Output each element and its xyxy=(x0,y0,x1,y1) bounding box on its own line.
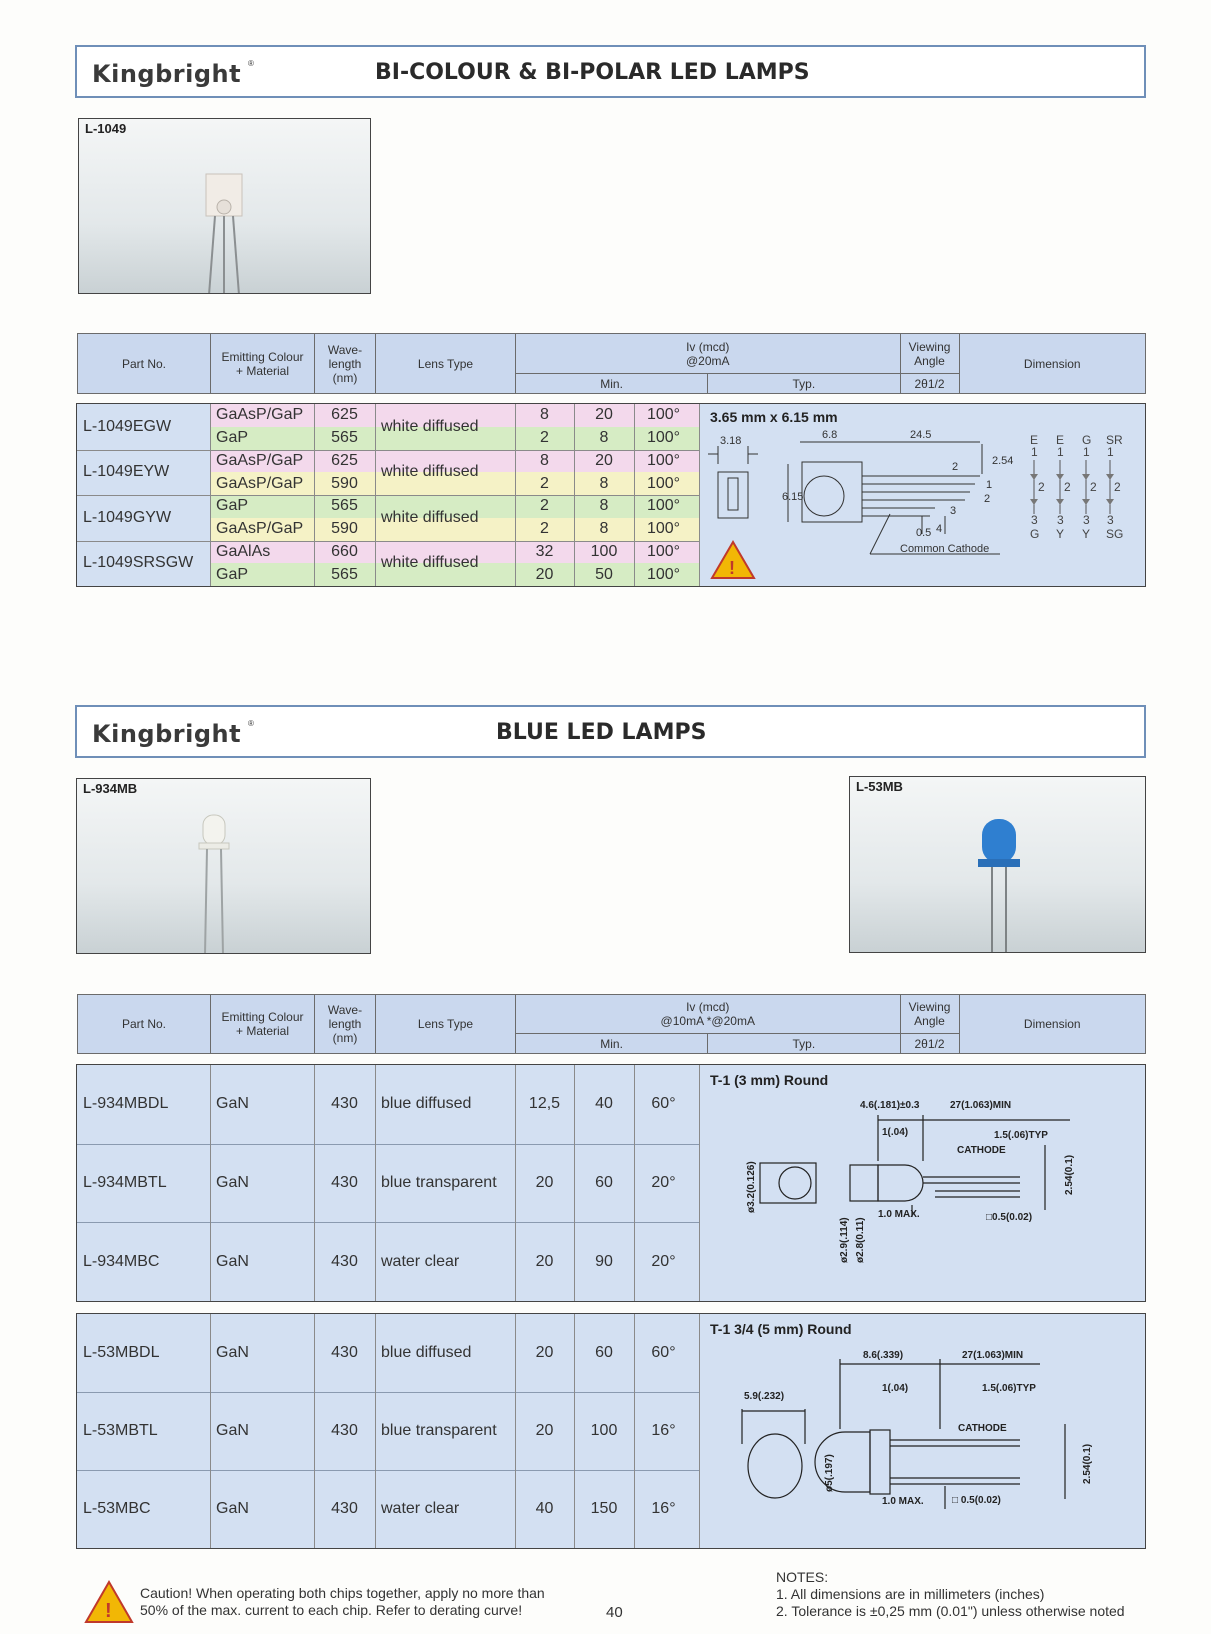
schem-bottom-label: SG xyxy=(1106,527,1124,541)
angle-cell: 100° xyxy=(646,451,681,469)
iv-min-cell: 20 xyxy=(535,1252,554,1270)
iv-typ-cell: 8 xyxy=(599,474,609,492)
table3-rows xyxy=(77,1314,699,1548)
col-viewing: Viewing Angle xyxy=(900,995,959,1034)
table2-header xyxy=(77,994,1146,1054)
schem-pin2: 2 xyxy=(1064,480,1071,494)
iv-min-cell: 2 xyxy=(540,429,549,447)
lens-type-cell: blue diffused xyxy=(381,1095,472,1113)
table3-dimension-cell xyxy=(699,1314,1145,1548)
dim-i: ø2.9(.114) xyxy=(839,1217,850,1263)
dim-318: 3.18 xyxy=(720,435,742,447)
angle-cell: 16° xyxy=(651,1422,676,1439)
part-number-cell: L-53MBC xyxy=(83,1500,151,1517)
lens-type-cell: white diffused xyxy=(381,417,479,435)
iv-typ-cell: 50 xyxy=(595,565,613,583)
iv-min-cell: 20 xyxy=(535,1422,554,1439)
material-cell: GaAsP/GaP xyxy=(216,474,304,492)
col-min: Min. xyxy=(516,1034,708,1054)
row-divider xyxy=(77,495,699,496)
dim-d: 1.5(.06)TYP xyxy=(982,1383,1036,1394)
dim-i: □ 0.5(0.02) xyxy=(952,1495,1001,1506)
material-cell: GaN xyxy=(216,1500,249,1517)
diode-symbol xyxy=(1030,499,1038,505)
material-cell: GaAsP/GaP xyxy=(216,451,304,469)
iv-typ-cell: 8 xyxy=(599,429,609,447)
dimension-title: T-1 (3 mm) Round xyxy=(710,1072,829,1088)
dim-pin2b: 2 xyxy=(984,493,991,505)
t1-34-5mm-dimension-drawing xyxy=(700,1314,1146,1548)
schem-pin1: 1 xyxy=(1083,445,1090,459)
wavelength-cell: 430 xyxy=(331,1095,358,1113)
col-viewing: Viewing Angle xyxy=(900,334,959,374)
column-divider xyxy=(515,1314,516,1548)
svg-text:!: ! xyxy=(729,558,735,578)
product-photo-l53mb xyxy=(849,776,1146,953)
schem-top-label: G xyxy=(1082,433,1092,447)
col-iv: Iv (mcd) @10mA *@20mA xyxy=(516,995,901,1034)
col-lens: Lens Type xyxy=(376,995,516,1054)
material-cell: GaN xyxy=(216,1344,249,1361)
schem-bottom-label: G xyxy=(1030,527,1040,541)
schem-pin3: 3 xyxy=(1083,513,1090,527)
row-divider xyxy=(77,541,699,542)
iv-typ-cell: 60 xyxy=(595,1344,613,1361)
section1-header xyxy=(75,45,1146,98)
schem-bottom-label: Y xyxy=(1056,527,1065,541)
diode-symbol xyxy=(1106,499,1114,505)
column-divider xyxy=(574,1314,575,1548)
schem-pin3: 3 xyxy=(1107,513,1114,527)
angle-cell: 100° xyxy=(646,406,681,424)
angle-cell: 100° xyxy=(646,497,681,515)
wavelength-cell: 565 xyxy=(331,497,358,515)
dim-68: 6.8 xyxy=(822,429,838,441)
iv-typ-cell: 40 xyxy=(595,1095,613,1113)
caution-line-2: 50% of the max. current to each chip. Refer to derating curve! xyxy=(140,1602,523,1618)
registered-mark: ® xyxy=(248,59,254,68)
col-iv: Iv (mcd) @20mA xyxy=(516,334,901,374)
wavelength-cell: 625 xyxy=(331,406,358,424)
dim-g: 1.0 MAX. xyxy=(878,1209,920,1220)
col-emitting: Emitting Colour + Material xyxy=(211,334,315,394)
dim-g: 2.54(0.1) xyxy=(1082,1443,1093,1484)
material-cell: GaAsP/GaP xyxy=(216,520,304,538)
schem-pin2: 2 xyxy=(1090,480,1097,494)
schem-top-label: E xyxy=(1056,433,1065,447)
dim-4: 4 xyxy=(936,523,943,535)
iv-min-cell: 2 xyxy=(540,474,549,492)
dim-245: 24.5 xyxy=(910,429,932,441)
brand-logo: Kingbright xyxy=(92,720,242,748)
iv-typ-cell: 60 xyxy=(595,1173,613,1191)
lens-type-cell: white diffused xyxy=(381,554,479,572)
part-number-cell: L-1049SRSGW xyxy=(83,554,194,572)
table1-header xyxy=(77,333,1146,394)
wavelength-cell: 565 xyxy=(331,565,358,583)
angle-cell: 16° xyxy=(651,1500,676,1517)
diode-symbol xyxy=(1056,474,1064,480)
part-number-cell: L-53MBDL xyxy=(83,1344,160,1361)
angle-cell: 60° xyxy=(651,1344,676,1361)
svg-text:!: ! xyxy=(105,1600,112,1622)
led-l1049-image xyxy=(79,119,371,294)
product-photo-l934mb xyxy=(76,778,371,954)
material-cell: GaP xyxy=(216,497,249,515)
registered-mark: ® xyxy=(248,719,254,728)
iv-typ-cell: 100 xyxy=(590,1422,618,1439)
lens-type-cell: white diffused xyxy=(381,463,479,481)
cathode-label: CATHODE xyxy=(957,1145,1006,1156)
table1-rows xyxy=(77,404,699,586)
caution-text xyxy=(140,1585,590,1619)
col-emitting: Emitting Colour + Material xyxy=(211,995,315,1054)
schem-pin1: 1 xyxy=(1107,445,1114,459)
angle-cell: 100° xyxy=(646,565,681,583)
t1-3mm-dimension-drawing xyxy=(700,1065,1146,1301)
warning-icon xyxy=(712,542,754,578)
dim-b: 27(1.063)MIN xyxy=(950,1100,1012,1111)
dim-f: ø5(.197) xyxy=(824,1454,835,1492)
dim-pin2a: 2 xyxy=(952,461,959,473)
col-wavelength: Wave- length (nm) xyxy=(315,995,376,1054)
iv-typ-cell: 20 xyxy=(595,451,613,469)
diode-symbol xyxy=(1082,499,1090,505)
dim-c: 1(.04) xyxy=(882,1383,909,1394)
angle-cell: 20° xyxy=(651,1252,676,1270)
schem-pin2: 2 xyxy=(1114,480,1121,494)
dim-h: 1.0 MAX. xyxy=(882,1496,924,1507)
part-number-cell: L-934MBC xyxy=(83,1252,160,1270)
schem-pin2: 2 xyxy=(1038,480,1045,494)
wavelength-cell: 565 xyxy=(331,429,358,447)
pin-schematic xyxy=(1030,433,1123,541)
iv-min-cell: 2 xyxy=(540,497,549,515)
note-2: 2. Tolerance is ±0,25 mm (0.01") unless otherwise noted xyxy=(776,1603,1125,1619)
part-number-cell: L-934MBTL xyxy=(83,1173,167,1191)
wavelength-cell: 625 xyxy=(331,451,358,469)
angle-cell: 60° xyxy=(651,1095,676,1113)
angle-cell: 20° xyxy=(651,1173,676,1191)
brand-logo: Kingbright xyxy=(92,60,242,88)
dimension-title: T-1 3/4 (5 mm) Round xyxy=(710,1321,852,1337)
diode-symbol xyxy=(1056,499,1064,505)
row-divider xyxy=(77,1144,699,1145)
column-divider xyxy=(314,404,315,586)
dim-e: ø3.2(0.126) xyxy=(746,1161,757,1213)
lens-type-cell: white diffused xyxy=(381,508,479,526)
table1-body xyxy=(76,403,1146,587)
dim-j: ø2.8(0.11) xyxy=(855,1217,866,1263)
lens-type-cell: water clear xyxy=(381,1252,460,1270)
col-dimension: Dimension xyxy=(959,334,1145,394)
iv-min-cell: 20 xyxy=(535,1173,554,1191)
column-divider xyxy=(634,404,635,586)
schem-bottom-label: Y xyxy=(1082,527,1091,541)
diode-symbol xyxy=(1030,474,1038,480)
iv-min-cell: 8 xyxy=(540,451,549,469)
iv-typ-cell: 8 xyxy=(599,497,609,515)
diode-symbol xyxy=(1106,474,1114,480)
column-divider xyxy=(375,1065,376,1301)
column-divider xyxy=(210,1065,211,1301)
lens-type-cell: blue diffused xyxy=(381,1344,472,1361)
cathode-label: CATHODE xyxy=(958,1423,1007,1434)
col-theta: 2θ1/2 xyxy=(900,374,959,394)
schem-pin1: 1 xyxy=(1031,445,1038,459)
wavelength-cell: 430 xyxy=(331,1422,358,1439)
column-divider xyxy=(574,1065,575,1301)
dimension-title: 3.65 mm x 6.15 mm xyxy=(710,409,838,425)
photo-label: L-53MB xyxy=(856,779,903,794)
row-divider xyxy=(77,1222,699,1223)
column-divider xyxy=(375,1314,376,1548)
dim-a: 8.6(.339) xyxy=(863,1350,904,1361)
angle-cell: 100° xyxy=(646,429,681,447)
wavelength-cell: 430 xyxy=(331,1500,358,1517)
dim-c: 1(.04) xyxy=(882,1127,909,1138)
table2-body xyxy=(76,1064,1146,1302)
material-cell: GaAlAs xyxy=(216,542,271,560)
caution-line-1: Caution! When operating both chips together, apply no more than xyxy=(140,1585,545,1601)
wavelength-cell: 430 xyxy=(331,1173,358,1191)
column-divider xyxy=(634,1314,635,1548)
column-divider xyxy=(210,404,211,586)
column-divider xyxy=(210,1314,211,1548)
diode-symbol xyxy=(1082,474,1090,480)
dim-a: 4.6(.181)±0.3 xyxy=(860,1100,920,1111)
dim-e: 5.9(.232) xyxy=(744,1391,785,1402)
l1049-dimension-drawing xyxy=(700,404,1146,586)
schem-pin1: 1 xyxy=(1057,445,1064,459)
wavelength-cell: 660 xyxy=(331,542,358,560)
lens-type-cell: water clear xyxy=(381,1500,460,1517)
part-number-cell: L-1049EGW xyxy=(83,417,172,435)
iv-min-cell: 20 xyxy=(535,1344,554,1361)
section2-header xyxy=(75,705,1146,758)
dim-254: 2.54 xyxy=(992,455,1014,467)
material-cell: GaN xyxy=(216,1173,249,1191)
part-number-cell: L-1049EYW xyxy=(83,463,170,481)
col-part-no: Part No. xyxy=(78,334,211,394)
angle-cell: 100° xyxy=(646,474,681,492)
row-divider xyxy=(77,1470,699,1471)
wavelength-cell: 590 xyxy=(331,474,358,492)
part-number-cell: L-1049GYW xyxy=(83,508,172,526)
angle-cell: 100° xyxy=(646,520,681,538)
iv-min-cell: 32 xyxy=(535,542,554,560)
table2-rows xyxy=(77,1065,699,1301)
photo-label: L-934MB xyxy=(83,781,138,796)
iv-min-cell: 2 xyxy=(540,520,549,538)
material-cell: GaN xyxy=(216,1422,249,1439)
wavelength-cell: 430 xyxy=(331,1252,358,1270)
material-cell: GaAsP/GaP xyxy=(216,406,304,424)
col-lens: Lens Type xyxy=(376,334,516,394)
led-l934mb-image xyxy=(77,779,371,954)
col-part-no: Part No. xyxy=(78,995,211,1054)
lens-type-cell: blue transparent xyxy=(381,1173,497,1191)
dim-f: 2.54(0.1) xyxy=(1064,1154,1075,1195)
caution-warning-icon xyxy=(84,1580,134,1624)
schem-pin3: 3 xyxy=(1031,513,1038,527)
angle-cell: 100° xyxy=(646,542,681,560)
iv-min-cell: 40 xyxy=(535,1500,554,1517)
wavelength-cell: 590 xyxy=(331,520,358,538)
iv-typ-cell: 100 xyxy=(590,542,618,560)
material-cell: GaP xyxy=(216,565,249,583)
table1-dimension-cell xyxy=(699,404,1145,586)
material-cell: GaP xyxy=(216,429,249,447)
led-l53mb-image xyxy=(850,777,1146,953)
material-cell: GaN xyxy=(216,1252,249,1270)
table3-body xyxy=(76,1313,1146,1549)
dim-615: 6.15 xyxy=(782,491,804,503)
section2-title: BLUE LED LAMPS xyxy=(496,720,707,745)
product-photo-l1049 xyxy=(78,118,371,294)
dim-d: 1.5(.06)TYP xyxy=(994,1130,1048,1141)
photo-label: L-1049 xyxy=(85,121,127,136)
table2-dimension-cell xyxy=(699,1065,1145,1301)
column-divider xyxy=(314,1314,315,1548)
column-divider xyxy=(314,1065,315,1301)
column-divider xyxy=(375,404,376,586)
schem-top-label: E xyxy=(1030,433,1039,447)
section1-title: BI-COLOUR & BI-POLAR LED LAMPS xyxy=(375,60,810,85)
schem-top-label: SR xyxy=(1106,433,1123,447)
common-cathode-label: Common Cathode xyxy=(900,543,990,555)
dim-pin3: 3 xyxy=(950,505,957,517)
dim-pin1: 1 xyxy=(986,479,993,491)
note-1: 1. All dimensions are in millimeters (inches) xyxy=(776,1586,1045,1602)
col-dimension: Dimension xyxy=(959,995,1145,1054)
material-cell: GaN xyxy=(216,1095,249,1113)
row-divider xyxy=(77,450,699,451)
iv-min-cell: 8 xyxy=(540,406,549,424)
col-wavelength: Wave- length (nm) xyxy=(315,334,376,394)
dim-b: 27(1.063)MIN xyxy=(962,1350,1024,1361)
iv-typ-cell: 8 xyxy=(599,520,609,538)
iv-typ-cell: 20 xyxy=(595,406,613,424)
part-number-cell: L-934MBDL xyxy=(83,1095,169,1113)
page-number: 40 xyxy=(606,1604,623,1621)
column-divider xyxy=(515,404,516,586)
iv-min-cell: 20 xyxy=(535,565,554,583)
iv-typ-cell: 150 xyxy=(590,1500,618,1517)
notes-title: NOTES: xyxy=(776,1569,829,1585)
col-typ: Typ. xyxy=(708,1034,900,1054)
col-typ: Typ. xyxy=(708,374,900,394)
notes-block xyxy=(776,1569,1206,1620)
dim-h: □0.5(0.02) xyxy=(986,1212,1033,1223)
part-number-cell: L-53MBTL xyxy=(83,1422,158,1439)
schem-pin3: 3 xyxy=(1057,513,1064,527)
column-divider xyxy=(574,404,575,586)
dim-05: 0.5 xyxy=(916,527,932,539)
column-divider xyxy=(515,1065,516,1301)
column-divider xyxy=(634,1065,635,1301)
col-min: Min. xyxy=(516,374,708,394)
iv-min-cell: 12,5 xyxy=(528,1095,561,1113)
col-theta: 2θ1/2 xyxy=(900,1034,959,1054)
row-divider xyxy=(77,1392,699,1393)
wavelength-cell: 430 xyxy=(331,1344,358,1361)
iv-typ-cell: 90 xyxy=(595,1252,613,1270)
lens-type-cell: blue transparent xyxy=(381,1422,497,1439)
